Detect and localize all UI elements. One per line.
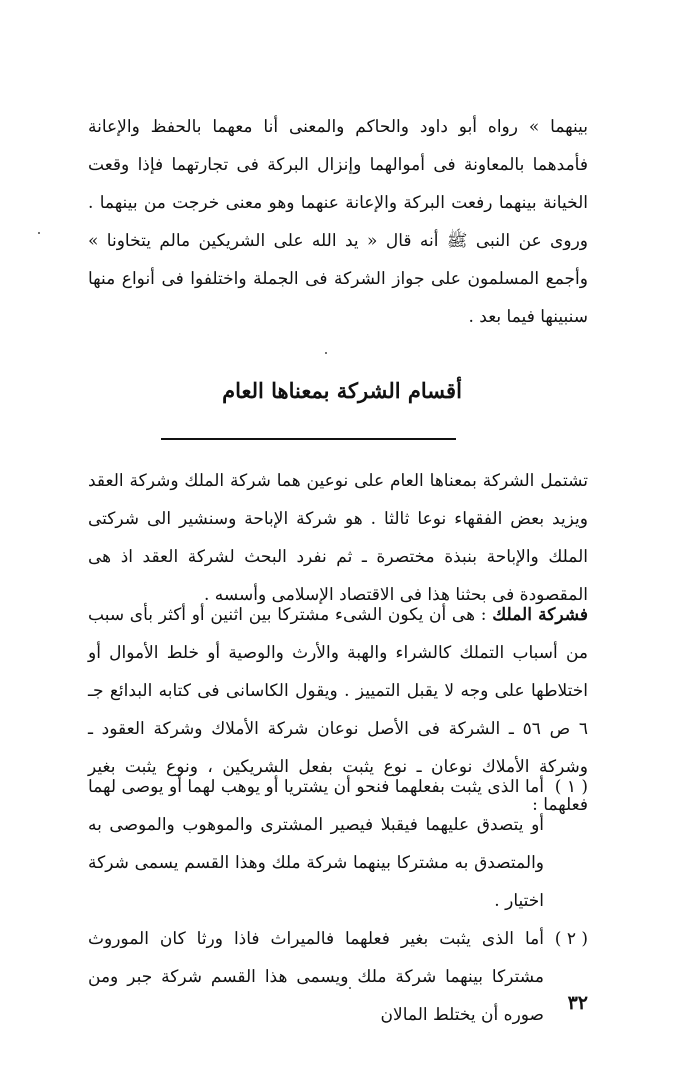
term-shirkat-al-milk: فشركة الملك <box>492 605 589 625</box>
section-heading: أقسام الشركة بمعناها العام <box>222 378 462 403</box>
heading-underline <box>161 438 456 440</box>
numbered-list <box>88 768 588 1034</box>
list-item-number: ( ٢ ) <box>554 929 588 949</box>
scan-speck <box>349 987 351 989</box>
list-item-text: أما الذى يثبت بغير فعلهما فالميراث فاذا ورثا كان الموروث مشتركا بينهما شركة ملك ويسمى هذا القسم شركة جبر ومن صوره أن يختلط المالان <box>88 929 545 1025</box>
section-paragraph-1: تشتمل الشركة بمعناها العام على نوعين هما شركة الملك وشركة العقد ويزيد بعض الفقهاء نوعا ثالثا . هو شركة الإباحة وسنشير الى شركتى الملك والإباحة بنبذة مختصرة ـ ثم نفرد البحث لشركة العقد اذ هى المقصودة فى بحثنا هذا فى الاقتصاد الإسلامى وأسسه . <box>88 471 588 605</box>
list-item <box>88 920 588 1034</box>
section-paragraph-2-text: : هى أن يكون الشىء مشتركا بين اثنين أو أكثر بأى سبب من أسباب التملك كالشراء والهبة والأرث والوصية أو خلط الأموال أو اختلاطها على وجه لا يقبل التمييز . ويقول الكاسانى فى كتابه البدائع جـ ٦ ص ٥٦ ـ الشركة فى الأصل نوعان شركة الأملاك وشركة العقود ـ وشركة الأملاك نوعان ـ نوع يثبت بفعل الشريكين ، ونوع يثبت بغير فعلهما : <box>88 605 588 815</box>
intro-paragraph: بينهما » رواه أبو داود والحاكم والمعنى أنا معهما بالحفظ والإعانة فأمدهما بالمعاونة فى أموالهما وإنزال البركة فى تجارتهما فإذا وقعت الخيانة بينهما رفعت البركة والإعانة عنهما وهو معنى خرجت من بينهما . وروى عن النبى ﷺ أنه قال « يد الله على الشريكين مالم يتخاونا » وأجمع المسلمون على جواز الشركة فى الجملة واختلفوا فى أنواع منها سنبينها فيما بعد . <box>88 117 588 327</box>
page-number: ٣٢ <box>567 992 588 1014</box>
scan-speck <box>325 352 327 354</box>
scan-speck <box>38 232 40 234</box>
list-item-text: أما الذى يثبت بفعلهما فنحو أن يشتريا أو يوهب لهما أو يوصى لهما أو يتصدق عليهما فيقبلا فيصير المشترى والموهوب والموصى به والمتصدق به مشتركا بينهما شركة ملك وهذا القسم يسمى شركة اختيار . <box>88 777 544 911</box>
list-item-number: ( ١ ) <box>554 777 588 797</box>
list-item <box>88 768 588 920</box>
